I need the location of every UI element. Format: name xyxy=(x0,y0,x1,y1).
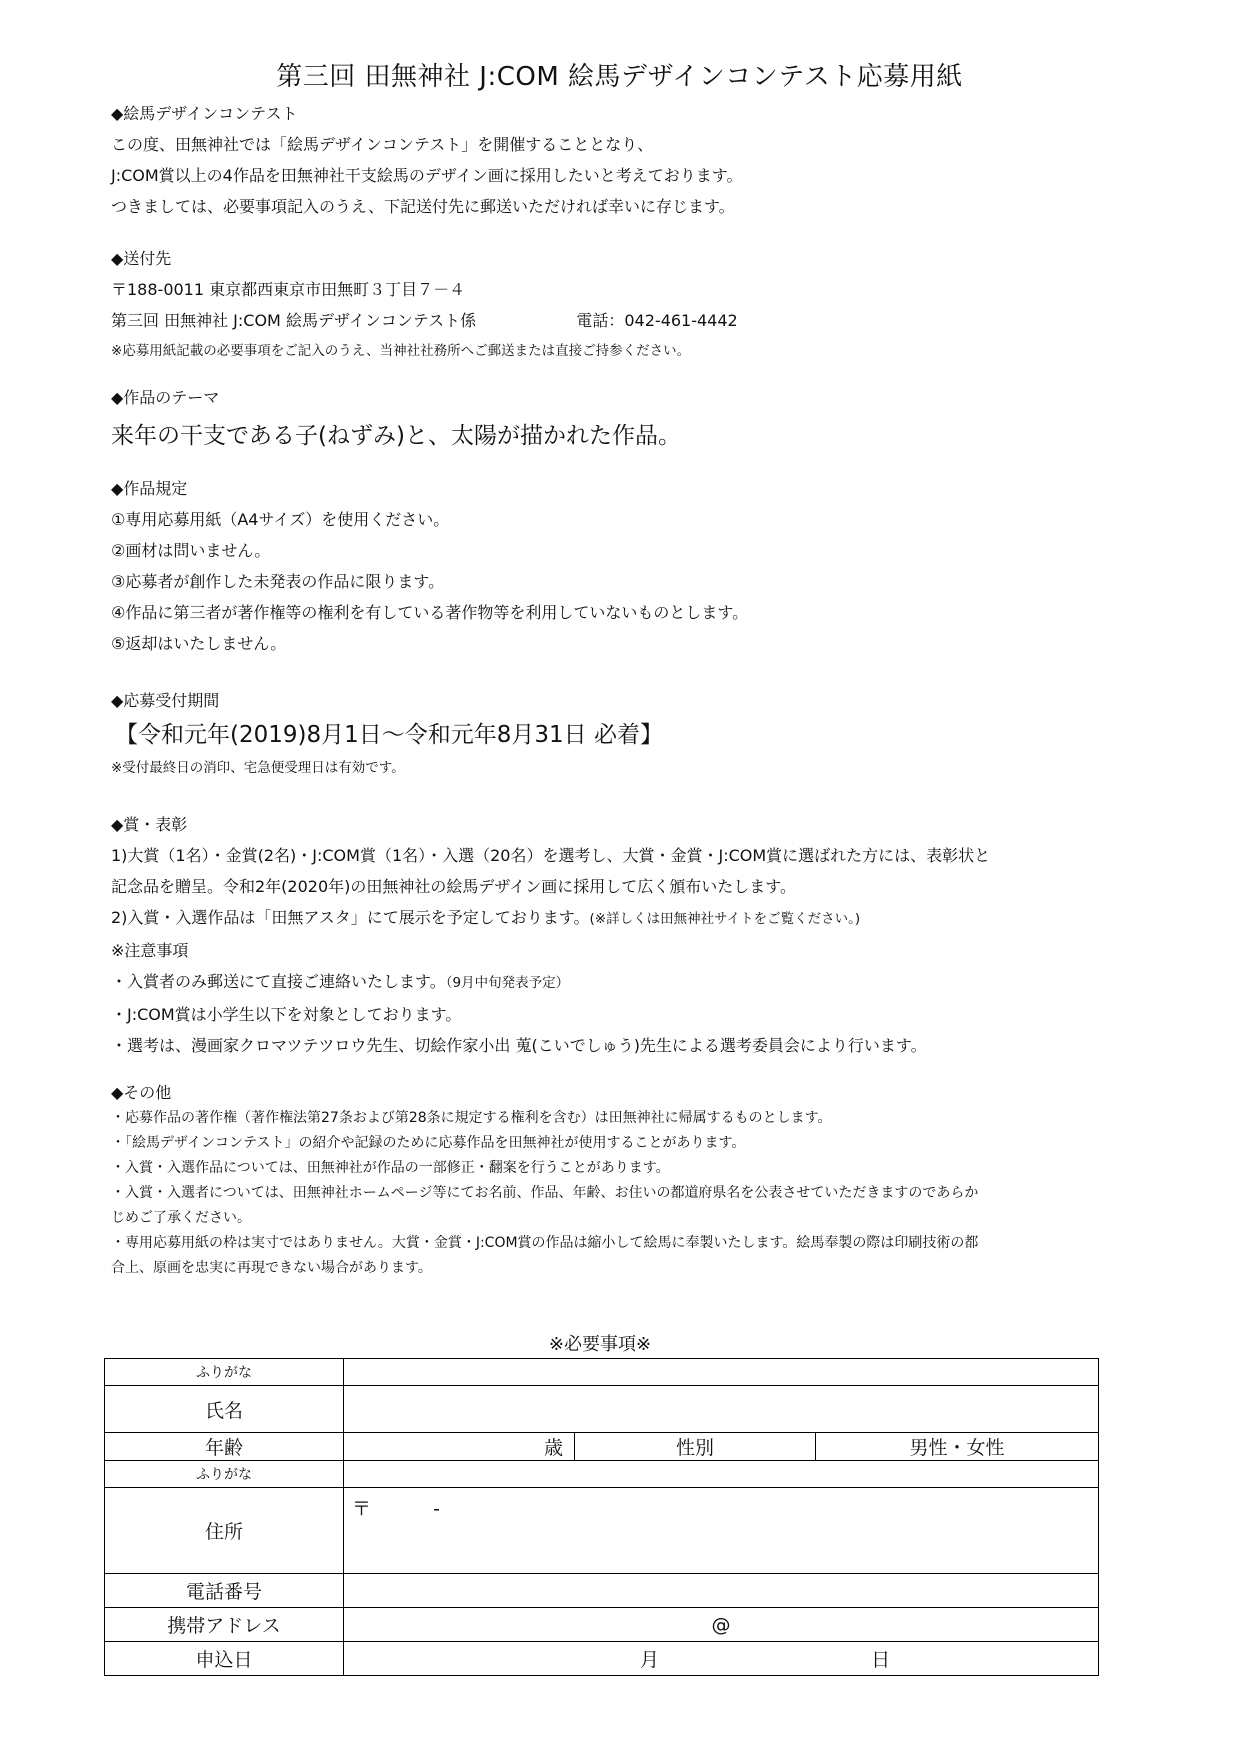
other-line: ・「絵馬デザインコンテスト」の紹介や記録のために応募作品を田無神社が使用することがあります。 xyxy=(111,1135,746,1151)
name-label: 氏名 xyxy=(105,1386,344,1433)
other-line: ・入賞・入選作品については、田無神社が作品の一部修正・翻案を行うことがあります。 xyxy=(111,1160,670,1176)
address-heading: ◆送付先 xyxy=(111,249,172,268)
mobile-label: 携帯アドレス xyxy=(105,1608,344,1642)
page-title: 第三回 田無神社 J:COM 絵馬デザインコンテスト応募用紙 xyxy=(276,62,963,92)
gender-label: 性別 xyxy=(575,1433,816,1461)
at-sign: @ xyxy=(711,1613,731,1636)
intro-line: この度、田無神社では「絵馬デザインコンテスト」を開催することとなり、 xyxy=(111,135,654,154)
notice-item xyxy=(111,966,990,999)
rules-heading: ◆作品規定 xyxy=(111,479,188,498)
address-furigana-label: ふりがな xyxy=(105,1461,344,1488)
intro-line: J:COM賞以上の4作品を田無神社干支絵馬のデザイン画に採用したいと考えております。 xyxy=(111,166,743,185)
awards-line xyxy=(111,902,990,935)
awards-line-text: 2)入賞・入選作品は「田無アスタ」にて展示を予定しております。 xyxy=(111,908,590,927)
furigana-label: ふりがな xyxy=(105,1359,344,1386)
address-field[interactable] xyxy=(344,1488,1099,1574)
other-line: 合上、原画を忠実に再現できない場合があります。 xyxy=(111,1260,432,1276)
rule-item: ①専用応募用紙（A4サイズ）を使用ください。 xyxy=(111,510,450,529)
awards-line-note: (※詳しくは田無神社サイトをご覧ください。) xyxy=(589,911,861,927)
rule-item: ②画材は問いません。 xyxy=(111,541,271,560)
age-unit: 歳 xyxy=(544,1433,575,1461)
furigana-field[interactable] xyxy=(344,1359,1099,1386)
theme-text: 来年の干支である子(ねずみ)と、太陽が描かれた作品。 xyxy=(111,423,681,449)
rule-item: ⑤返却はいたしません。 xyxy=(111,634,287,653)
awards-line: 1)大賞（1名）・金賞(2名)・J:COM賞（1名）・入選（20名）を選考し、大賞・金賞・J:COM賞に選ばれた方には、表彰状と xyxy=(111,846,991,865)
other-line: じめご了承ください。 xyxy=(111,1210,251,1226)
notice-text: ・入賞者のみ郵送にて直接ご連絡いたします。 xyxy=(111,972,446,991)
age-field[interactable] xyxy=(344,1433,545,1461)
address-note: ※応募用紙記載の必要事項をご記入のうえ、当神社社務所へご郵送または直接ご持参ください。 xyxy=(111,343,691,359)
address-label: 住所 xyxy=(105,1488,344,1574)
address-recipient: 第三回 田無神社 J:COM 絵馬デザインコンテスト係 xyxy=(111,311,477,330)
address-phone: 電話：042-461-4442 xyxy=(576,311,738,330)
form-caption: ※必要事項※ xyxy=(548,1334,652,1355)
other-heading: ◆その他 xyxy=(111,1083,172,1102)
intro-section xyxy=(111,98,742,222)
period-heading: ◆応募受付期間 xyxy=(111,691,220,710)
mobile-field[interactable] xyxy=(344,1608,1099,1642)
address-line xyxy=(111,305,738,336)
address-line: 〒188-0011 東京都西東京市田無町３丁目７－４ xyxy=(111,280,466,299)
other-line: ・応募作品の著作権（著作権法第27条および第28条に規定する権利を含む）は田無神社に帰属するものとします。 xyxy=(111,1110,832,1126)
notice-item: ・J:COM賞は小学生以下を対象としております。 xyxy=(111,1005,462,1024)
name-field[interactable] xyxy=(344,1386,1099,1433)
phone-label: 電話番号 xyxy=(105,1574,344,1608)
age-label: 年齢 xyxy=(105,1433,344,1461)
gender-field[interactable]: 男性・女性 xyxy=(816,1433,1099,1461)
address-section xyxy=(111,243,738,367)
date-field[interactable] xyxy=(344,1642,1099,1676)
notice-item: ・選考は、漫画家クロマツテツロウ先生、切絵作家小出 蒐(こいでしゅう)先生による選考委員会により行います。 xyxy=(111,1036,927,1055)
rule-item: ④作品に第三者が著作権等の権利を有している著作物等を利用していないものとします。 xyxy=(111,603,749,622)
awards-heading: ◆賞・表彰 xyxy=(111,815,188,834)
other-line: ・専用応募用紙の枠は実寸ではありません。大賞・金賞・J:COM賞の作品は縮小して絵馬に奉製いたします。絵馬奉製の際は印刷技術の都 xyxy=(111,1235,979,1251)
date-label: 申込日 xyxy=(105,1642,344,1676)
day-label: 日 xyxy=(871,1649,891,1671)
postal-mark: 〒 xyxy=(352,1498,372,1520)
phone-field[interactable] xyxy=(344,1574,1099,1608)
rule-item: ③応募者が創作した未発表の作品に限ります。 xyxy=(111,572,445,591)
notice-note: （9月中旬発表予定） xyxy=(445,975,570,991)
notice-heading: ※注意事項 xyxy=(111,941,189,960)
awards-section xyxy=(111,809,990,1061)
intro-heading: ◆絵馬デザインコンテスト xyxy=(111,104,298,123)
awards-line: 記念品を贈呈。令和2年(2020年)の田無神社の絵馬デザイン画に採用して広く頒布いたします。 xyxy=(111,877,796,896)
intro-line: つきましては、必要事項記入のうえ、下記送付先に郵送いただければ幸いに存じます。 xyxy=(111,197,735,216)
other-section xyxy=(111,1106,978,1281)
period-note: ※受付最終日の消印、宅急便受理日は有効です。 xyxy=(111,760,405,776)
period-text: 【令和元年(2019)8月1日～令和元年8月31日 必着】 xyxy=(115,722,663,748)
entry-form-table xyxy=(104,1358,1099,1676)
month-label: 月 xyxy=(640,1649,660,1671)
theme-heading: ◆作品のテーマ xyxy=(111,388,220,407)
address-furigana-field[interactable] xyxy=(344,1461,1099,1488)
rules-section xyxy=(111,473,748,659)
other-line: ・入賞・入選者については、田無神社ホームページ等にてお名前、作品、年齢、お住いの都道府県名を公表させていただきますのであらか xyxy=(111,1185,979,1201)
postal-dash: - xyxy=(433,1498,440,1520)
